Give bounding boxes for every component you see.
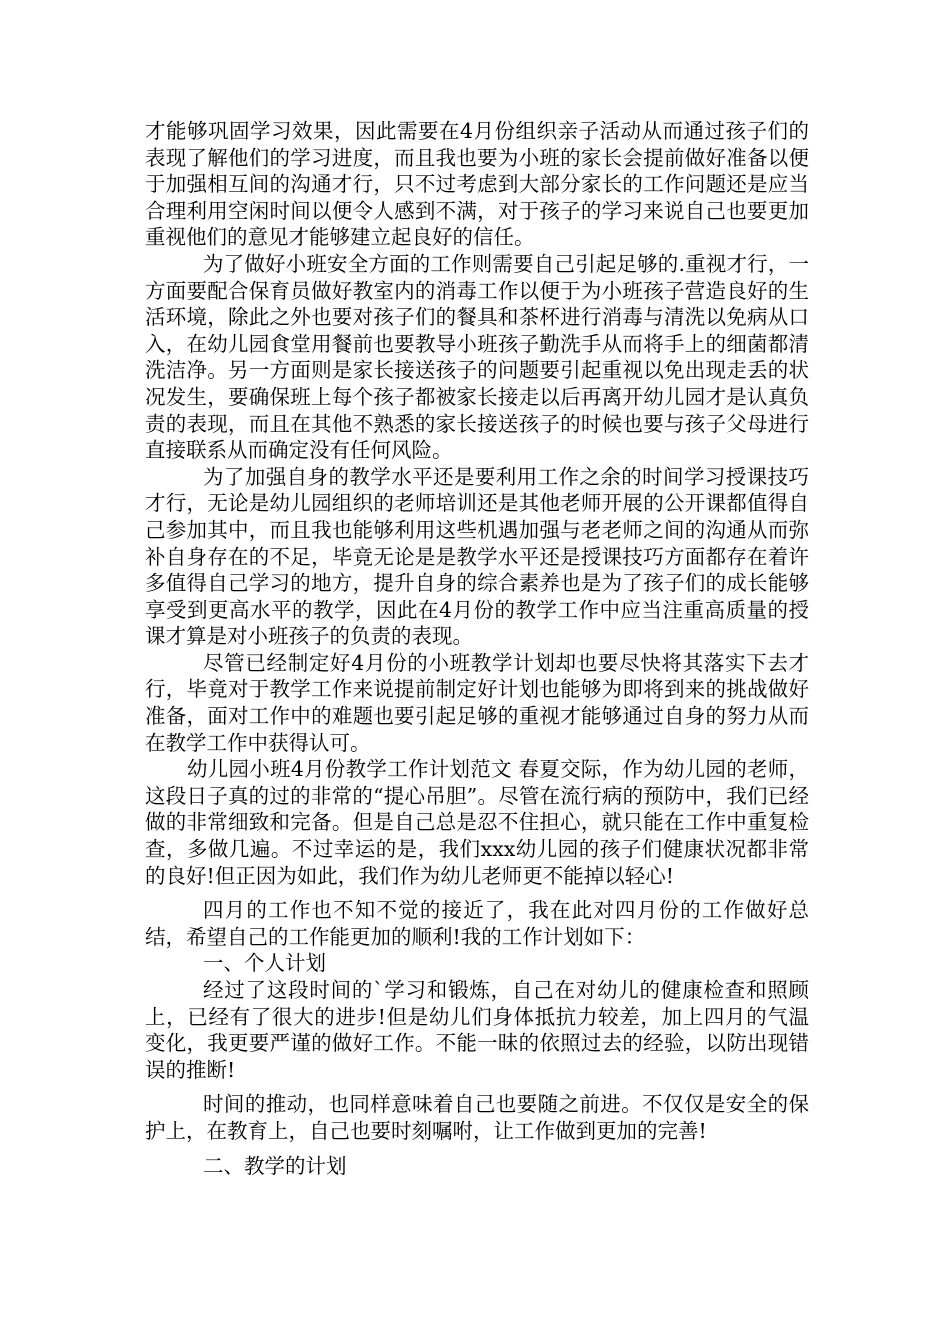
paragraph-8: 时间的推动，也同样意味着自己也要随之前进。不仅仅是安全的保护上，在教育上，自己也要时刻嘱咐，让工作做到更加的完善! [145,1092,809,1143]
document-page [145,118,809,1179]
spacer [145,889,809,897]
section-heading-2: 二、教学的计划 [203,1153,347,1178]
spacer [145,1083,809,1091]
paragraph-1: 才能够巩固学习效果，因此需要在4月份组织亲子活动从而通过孩子们的表现了解他们的学习进度，而且我也要为小班的家长会提前做好准备以便于加强相互间的沟通才行，只不过考虑到大部分家长的工作问题还是应当合理利用空闲时间以便令人感到不满，对于孩子的学习来说自己也要更加重视他们的意见才能够建立起良好的信任。 [145,119,809,250]
paragraph-4: 尽管已经制定好4月份的小班教学计划却也要尽快将其落实下去才行，毕竟对于教学工作来说提前制定好计划也能够为即将到来的挑战做好准备，面对工作中的难题也要引起足够的重视才能够通过自身的努力从而在教学工作中获得认可。 [145,650,809,755]
paragraph-6: 四月的工作也不知不觉的接近了，我在此对四月份的工作做好总结，希望自己的工作能更加的顺利!我的工作计划如下： [145,898,809,949]
section-heading-1: 一、个人计划 [203,951,326,976]
spacer [145,1145,809,1153]
paragraph-5: 幼儿园小班4月份教学工作计划范文 春夏交际，作为幼儿园的老师，这段日子真的过的非常的“提心吊胆”。尽管在流行病的预防中，我们已经做的非常细致和完备。但是自己总是忍不住担心，就只能在工作中重复检查，多做几遍。不过幸运的是，我们xxx幼儿园的孩子们健康状况都非常的良好!但正因为如此，我们作为幼儿老师更不能掉以轻心! [145,757,809,888]
paragraph-7: 经过了这段时间的`学习和锻炼，自己在对幼儿的健康检查和照顾上，已经有了很大的进步!但是幼儿们身体抵抗力较差，加上四月的气温变化，我更要严谨的做好工作。不能一昧的依照过去的经验，以防出现错误的推断! [145,978,809,1082]
paragraph-3: 为了加强自身的教学水平还是要利用工作之余的时间学习授课技巧才行，无论是幼儿园组织的老师培训还是其他老师开展的公开课都值得自己参加其中，而且我也能够利用这些机遇加强与老老师之间的沟通从而弥补自身存在的不足，毕竟无论是是教学水平还是授课技巧方面都存在着许多值得自己学习的地方，提升自身的综合素养也是为了孩子们的成长能够享受到更高水平的教学，因此在4月份的教学工作中应当注重高质量的授课才算是对小班孩子的负责的表现。 [145,464,809,649]
paragraph-2: 为了做好小班安全方面的工作则需要自己引起足够的.重视才行，一方面要配合保育员做好教室内的消毒工作以便于为小班孩子营造良好的生活环境，除此之外也要对孩子们的餐具和茶杯进行消毒与清洗以免病从口入，在幼儿园食堂用餐前也要教导小班孩子勤洗手从而将手上的细菌都清洗洁净。另一方面则是家长接送孩子的问题要引起重视以免出现走丢的状况发生，要确保班上每个孩子都被家长接走以后再离开幼儿园才是认真负责的表现，而且在其他不熟悉的家长接送孩子的时候也要与孩子父母进行直接联系从而确定没有任何风险。 [145,251,809,463]
